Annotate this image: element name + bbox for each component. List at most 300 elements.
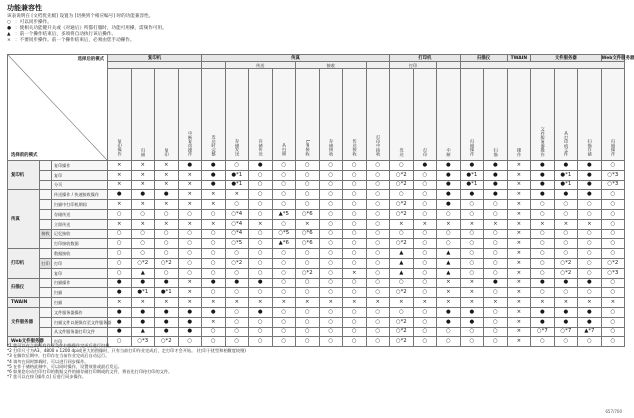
compat-value: ○: [178, 337, 202, 347]
compat-value: ●: [578, 307, 602, 317]
table-row: [8, 180, 625, 190]
compat-value: ×: [507, 170, 531, 180]
compat-value: ○: [272, 170, 296, 180]
compat-value: ○: [390, 161, 414, 171]
compat-value: ●: [531, 278, 555, 288]
compat-value: ●: [108, 307, 132, 317]
compat-value: ▲*7: [578, 327, 602, 337]
compat-value: ○: [366, 180, 390, 190]
compat-value: ×: [131, 180, 155, 190]
after-mode-label: 选择后的模式: [77, 57, 105, 62]
compat-value: ○*2: [225, 258, 249, 268]
compat-value: ×: [507, 278, 531, 288]
compat-value: ●: [437, 190, 461, 200]
column-label: Lan接收: [305, 140, 311, 156]
compat-value: ●: [108, 278, 132, 288]
compat-value: ○: [366, 190, 390, 200]
compat-value: ●: [108, 190, 132, 200]
compat-value: ×: [155, 219, 179, 229]
table-row: [8, 327, 625, 337]
column-header: [108, 69, 132, 161]
row-function: 复印操作: [52, 161, 108, 171]
table-row: [8, 229, 625, 239]
row-category: Web文件服务器: [8, 337, 40, 347]
compat-value: ○: [554, 288, 578, 298]
compat-value: ×: [131, 161, 155, 171]
row-function: 复印: [52, 170, 108, 180]
compat-value: ×: [578, 219, 602, 229]
compat-value: ○: [296, 190, 320, 200]
compat-value: ○: [484, 337, 508, 347]
compat-value: ○: [202, 327, 226, 337]
compat-value: ○*2: [390, 209, 414, 219]
compat-value: ×: [507, 307, 531, 317]
compat-value: ×: [225, 190, 249, 200]
compat-value: ○: [225, 161, 249, 171]
compat-value: ▲*6: [272, 239, 296, 249]
compat-value: ○: [296, 307, 320, 317]
compat-value: ○: [319, 258, 343, 268]
compat-value: ●: [413, 161, 437, 171]
compat-value: ×: [296, 298, 320, 308]
compat-value: ○: [249, 200, 273, 210]
compat-value: ●: [437, 200, 461, 210]
row-group: [40, 298, 52, 308]
compat-value: ○: [601, 190, 625, 200]
compat-value: ○: [413, 327, 437, 337]
compat-value: ○: [155, 239, 179, 249]
compat-value: ○: [272, 219, 296, 229]
compat-value: ○: [202, 288, 226, 298]
compat-value: ○: [319, 327, 343, 337]
compat-value: ○: [460, 239, 484, 249]
compat-value: ○: [202, 337, 226, 347]
compat-value: ○: [484, 268, 508, 278]
compat-value: ○: [413, 317, 437, 327]
compat-value: ○: [366, 249, 390, 259]
compat-value: ▲: [437, 268, 461, 278]
footnote: *1 您可以在之前所有作业交件扫描操作完成后进行扫描。: [7, 343, 114, 348]
compat-value: ×: [108, 200, 132, 210]
compat-value: ×: [272, 298, 296, 308]
compat-value: ●: [202, 170, 226, 180]
compat-value: ○: [460, 337, 484, 347]
compat-value: ●: [554, 307, 578, 317]
compat-value: ○*2: [390, 200, 414, 210]
column-header: [155, 69, 179, 161]
intro: [7, 14, 167, 44]
table-row: [8, 258, 625, 268]
column-label: 发送: [399, 147, 405, 156]
row-function: 复印: [52, 268, 108, 278]
compat-value: ○*2: [155, 337, 179, 347]
compat-value: ▲*5: [272, 209, 296, 219]
row-category: 复印机: [8, 161, 40, 190]
compat-value: ○: [155, 249, 179, 259]
compat-value: ○: [531, 200, 555, 210]
compat-value: ×: [249, 298, 273, 308]
compat-value: ○: [390, 190, 414, 200]
column-label: 传送接收: [352, 139, 358, 156]
compat-value: ○: [531, 288, 555, 298]
compat-value: ×: [507, 249, 531, 259]
compat-value: ●: [484, 190, 508, 200]
compat-value: ○: [343, 258, 367, 268]
compat-value: ○: [178, 229, 202, 239]
column-header: [460, 69, 484, 161]
compat-value: ○: [343, 327, 367, 337]
compat-value: ×: [155, 200, 179, 210]
compat-value: ×: [178, 200, 202, 210]
compat-value: ○*3: [601, 180, 625, 190]
compat-value: ○: [272, 288, 296, 298]
compat-value: ○: [554, 337, 578, 347]
compat-value: ●: [155, 278, 179, 288]
column-header: [296, 69, 320, 161]
compat-value: ○*6: [296, 239, 320, 249]
compat-value: ×: [131, 200, 155, 210]
group-header: 扫描仪: [460, 55, 507, 62]
compat-value: ○*2: [390, 337, 414, 347]
compat-value: ○: [390, 278, 414, 288]
compat-value: ○: [319, 249, 343, 259]
subgroup-header: [437, 62, 461, 69]
compat-value: ●: [554, 317, 578, 327]
column-header: [225, 69, 249, 161]
compat-value: ●: [131, 307, 155, 317]
row-function: 从文件服务器打印文件: [52, 327, 108, 337]
column-header: [319, 69, 343, 161]
compat-value: ○: [225, 249, 249, 259]
table-row: [8, 209, 625, 219]
compat-value: ○: [460, 229, 484, 239]
compat-value: ●: [531, 180, 555, 190]
compat-value: ○*2: [296, 268, 320, 278]
page-number: 657/700: [605, 409, 622, 414]
row-group: [40, 180, 52, 190]
row-group: [40, 219, 52, 229]
compat-value: ○*3: [131, 337, 155, 347]
compat-value: ●: [155, 190, 179, 200]
compat-value: ●: [460, 161, 484, 171]
page-title: 功能兼容性: [7, 4, 42, 12]
column-label: 打印: [423, 147, 429, 156]
compat-value: ○: [225, 317, 249, 327]
compat-value: ○: [343, 180, 367, 190]
compat-value: ○: [319, 161, 343, 171]
compat-value: ×: [178, 190, 202, 200]
compat-value: ○: [578, 258, 602, 268]
column-header: [484, 69, 508, 161]
compat-value: ○: [249, 327, 273, 337]
compat-value: ○: [601, 307, 625, 317]
compat-value: ○: [155, 209, 179, 219]
row-function: 扫描: [52, 288, 108, 298]
compat-value: ○*2: [390, 317, 414, 327]
compat-value: ●: [460, 190, 484, 200]
compat-value: ○: [366, 288, 390, 298]
compat-value: ○: [225, 200, 249, 210]
compat-value: ×: [507, 180, 531, 190]
compat-value: ○: [225, 327, 249, 337]
column-header: [554, 69, 578, 161]
compat-value: ○: [578, 288, 602, 298]
column-label: 从扫描: [282, 143, 288, 156]
column-label: 扫描存储: [587, 139, 593, 156]
compat-value: ×: [249, 219, 273, 229]
compat-value: ×: [507, 161, 531, 171]
column-header: [507, 69, 531, 161]
compat-value: ×: [437, 298, 461, 308]
compat-value: ●: [202, 307, 226, 317]
compat-value: ○: [272, 161, 296, 171]
compat-value: ○*2: [390, 170, 414, 180]
table-row: [8, 161, 625, 171]
compat-value: ○: [601, 288, 625, 298]
compat-value: ●: [531, 161, 555, 171]
compat-value: ●: [249, 307, 273, 317]
compat-value: ×: [155, 180, 179, 190]
subgroup-header: [202, 62, 226, 69]
compat-value: ○: [484, 288, 508, 298]
compat-value: ○: [343, 170, 367, 180]
compat-value: ○: [249, 170, 273, 180]
compat-value: ○: [601, 229, 625, 239]
compat-value: ○: [296, 200, 320, 210]
compat-value: ×: [413, 219, 437, 229]
compat-value: ○: [366, 200, 390, 210]
compat-value: ○: [601, 249, 625, 259]
column-label: 中断: [446, 147, 452, 156]
compat-value: ○: [343, 288, 367, 298]
compat-value: ○: [319, 278, 343, 288]
compat-value: ○: [202, 239, 226, 249]
column-label: 打印中接收: [376, 135, 382, 156]
subgroup-header: 传送: [225, 62, 296, 69]
header-row-groups: [8, 55, 625, 62]
compat-value: ○: [601, 337, 625, 347]
compat-value: ○: [413, 229, 437, 239]
compat-value: ○: [272, 180, 296, 190]
compat-value: ○: [178, 268, 202, 278]
compat-value: ○: [343, 278, 367, 288]
compat-value: ×: [507, 219, 531, 229]
compat-value: ○: [272, 327, 296, 337]
compat-value: ×: [108, 219, 132, 229]
compat-value: ○: [272, 258, 296, 268]
compat-value: ○: [249, 239, 273, 249]
table-row: [8, 219, 625, 229]
compat-value: ○*2: [390, 327, 414, 337]
compat-value: ○: [131, 209, 155, 219]
compat-value: ○: [319, 268, 343, 278]
compat-value: ▲: [131, 268, 155, 278]
row-group: [40, 161, 52, 171]
compat-value: ○: [366, 239, 390, 249]
compat-value: ●*1: [460, 180, 484, 190]
compatibility-table: [7, 54, 634, 347]
row-group: [40, 249, 52, 259]
compat-value: ○: [366, 170, 390, 180]
compat-value: ○: [437, 209, 461, 219]
column-label: 存储发送: [235, 139, 241, 156]
compat-value: ○: [578, 249, 602, 259]
compat-value: ×: [460, 298, 484, 308]
compat-value: ○: [155, 229, 179, 239]
compat-value: ○: [296, 337, 320, 347]
compat-value: ●: [249, 161, 273, 171]
compat-value: ○: [272, 278, 296, 288]
compat-value: ●: [178, 317, 202, 327]
compat-value: ○: [225, 288, 249, 298]
compat-value: ○: [531, 337, 555, 347]
compat-value: ○: [413, 337, 437, 347]
compat-value: ●: [554, 278, 578, 288]
compat-value: ×: [507, 209, 531, 219]
row-group: 接收: [40, 229, 52, 239]
compat-value: ×: [437, 278, 461, 288]
compat-value: ○: [131, 249, 155, 259]
column-label: 扫描: [141, 147, 147, 156]
compat-value: ○: [578, 337, 602, 347]
compat-value: ×: [554, 298, 578, 308]
compat-value: ●: [484, 161, 508, 171]
compat-value: ●: [484, 170, 508, 180]
compat-value: ○: [272, 317, 296, 327]
compat-value: ×: [437, 288, 461, 298]
row-category: TWAIN: [8, 298, 40, 308]
compat-value: ○: [272, 200, 296, 210]
compat-value: ×: [225, 298, 249, 308]
compat-value: ○: [108, 258, 132, 268]
row-function: 扫描中打印机期间: [52, 200, 108, 210]
compat-value: ○*3: [601, 170, 625, 180]
row-function: 打印: [52, 337, 108, 347]
compat-value: ▲: [437, 258, 461, 268]
compat-value: ○: [319, 317, 343, 327]
compat-value: ○: [578, 200, 602, 210]
compat-value: ○: [178, 239, 202, 249]
footnote: *6 如果您启动打印打印的数据文件的储存储打印期或的文件，将首先打印待打印的文件。: [7, 369, 173, 375]
subgroup-header: [366, 62, 390, 69]
compat-value: ○: [413, 249, 437, 259]
compat-value: ×: [390, 219, 414, 229]
compat-value: ●: [178, 161, 202, 171]
legend-text: ：前一个操作结束后，多项将自动执行该后操作。: [15, 32, 117, 37]
compat-value: ○: [366, 258, 390, 268]
compat-value: ○: [601, 239, 625, 249]
compat-value: ○: [390, 307, 414, 317]
compat-value: ○: [578, 209, 602, 219]
compat-value: ●: [578, 190, 602, 200]
compat-value: ●: [202, 161, 226, 171]
compat-value: ○: [601, 317, 625, 327]
compat-value: ●: [437, 317, 461, 327]
compat-value: ○*7: [554, 327, 578, 337]
compat-value: ○: [202, 268, 226, 278]
compat-value: ○: [413, 200, 437, 210]
compat-value: ○*2: [554, 258, 578, 268]
compat-value: ○: [554, 239, 578, 249]
legend-symbol-circle-icon: ○: [7, 20, 12, 25]
compat-value: ○: [601, 219, 625, 229]
compat-value: ○: [225, 337, 249, 347]
column-header: [578, 69, 602, 161]
column-label: 复印: [164, 147, 170, 156]
compat-value: ○: [319, 180, 343, 190]
compat-value: ○: [531, 229, 555, 239]
compat-value: ●: [531, 190, 555, 200]
compat-value: ●: [578, 278, 602, 288]
compat-value: ○: [601, 200, 625, 210]
compat-value: ●: [108, 288, 132, 298]
compat-value: ×: [507, 298, 531, 308]
compat-value: ○: [484, 249, 508, 259]
group-header: Web文件服务器: [601, 55, 634, 61]
compat-value: ○*4: [225, 209, 249, 219]
compat-value: ○: [249, 288, 273, 298]
compat-value: ○: [484, 327, 508, 337]
compat-value: ●: [554, 161, 578, 171]
compat-value: ○*2: [601, 258, 625, 268]
column-header: [178, 69, 202, 161]
compat-value: ○: [531, 258, 555, 268]
compat-value: ×: [108, 170, 132, 180]
compat-value: ○: [554, 209, 578, 219]
compat-value: ○: [601, 327, 625, 337]
compat-value: ○: [484, 200, 508, 210]
subgroup-header: 接收: [296, 62, 367, 69]
compat-value: ●*1: [554, 180, 578, 190]
compat-value: ○: [249, 317, 273, 327]
compat-value: ○: [155, 268, 179, 278]
compat-value: ●*1: [554, 170, 578, 180]
compat-value: ○: [343, 337, 367, 347]
compat-value: ●: [108, 327, 132, 337]
compat-value: ○: [108, 239, 132, 249]
row-function: 存储传送: [52, 209, 108, 219]
compat-value: ○: [249, 229, 273, 239]
compat-value: ×: [460, 288, 484, 298]
compat-value: ●*1: [155, 288, 179, 298]
compat-value: ×: [178, 298, 202, 308]
compat-value: ○: [437, 337, 461, 347]
legend-text: ：使相关功能键开关或《对通后》所都打服时，功能可用操，需频作可用。: [15, 26, 167, 31]
footnote: *4 请勿在同时卸载时，可以进行同步操作。: [7, 358, 89, 364]
compat-value: ○: [178, 209, 202, 219]
compat-value: ●: [578, 317, 602, 327]
compat-value: ×: [460, 278, 484, 288]
compat-value: ○: [366, 307, 390, 317]
row-category: 传真: [8, 190, 40, 249]
compat-value: ○: [249, 209, 273, 219]
compat-value: ●: [155, 307, 179, 317]
compat-value: ○: [296, 288, 320, 298]
compat-value: ○*7: [531, 327, 555, 337]
compat-value: ●: [178, 327, 202, 337]
compat-value: ●: [178, 307, 202, 317]
table-row: [8, 317, 625, 327]
compat-value: ○*3: [601, 268, 625, 278]
compat-value: ○*4: [225, 229, 249, 239]
compat-value: ○: [249, 258, 273, 268]
compat-value: ○: [366, 327, 390, 337]
corner-header: [8, 55, 108, 161]
compat-value: ●: [437, 307, 461, 317]
row-function: 文件服务器操作: [52, 307, 108, 317]
compat-value: ○: [296, 180, 320, 190]
compat-value: ○: [437, 229, 461, 239]
